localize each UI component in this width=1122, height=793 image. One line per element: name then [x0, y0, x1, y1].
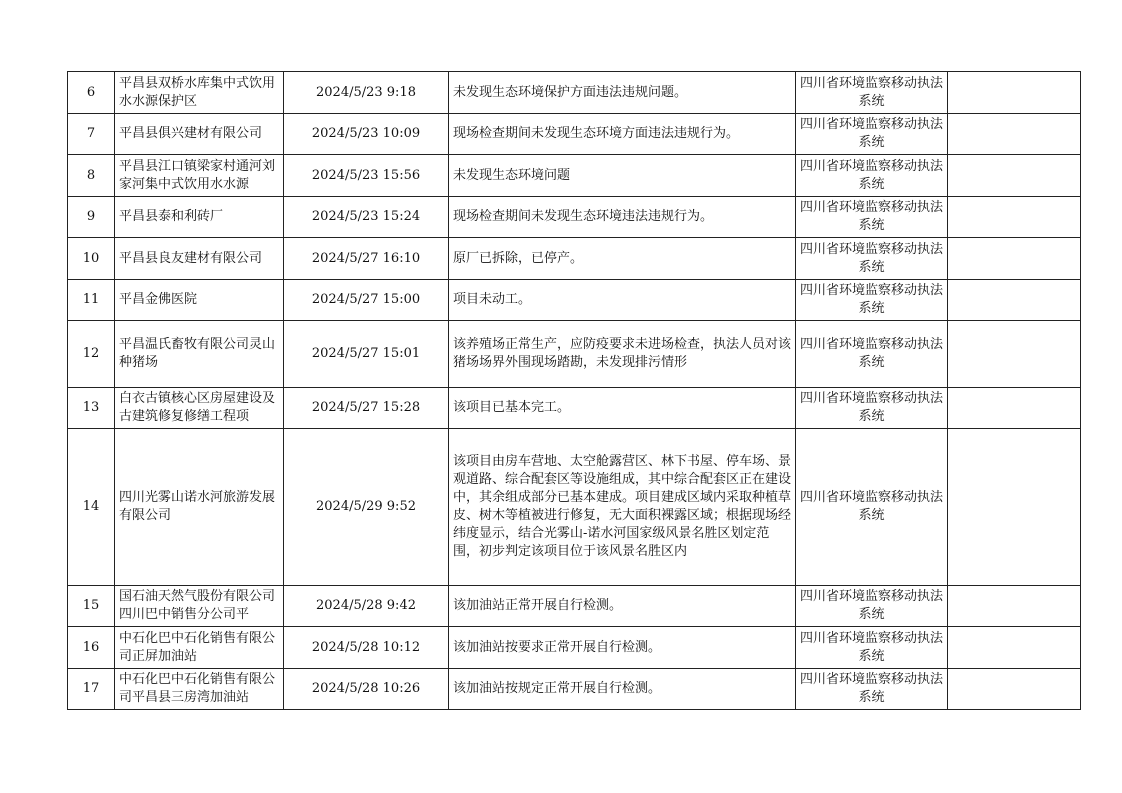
remarks-cell: [948, 197, 1081, 238]
remarks-cell: [948, 429, 1081, 586]
remarks-cell: [948, 114, 1081, 155]
data-source: 四川省环境监察移动执法系统: [796, 238, 948, 280]
inspection-time: 2024/5/27 16:10: [284, 238, 449, 280]
table-row: [68, 669, 1081, 710]
inspection-time: 2024/5/23 15:56: [284, 155, 449, 197]
row-index: 9: [68, 197, 115, 238]
inspection-result: 该加油站按规定正常开展自行检测。: [449, 669, 796, 710]
inspection-result: 该养殖场正常生产，应防疫要求未进场检查，执法人员对该猪场场界外围现场踏勘，未发现排污情形: [449, 321, 796, 388]
remarks-cell: [948, 627, 1081, 669]
table-row: [68, 388, 1081, 429]
inspection-time: 2024/5/28 10:12: [284, 627, 449, 669]
inspection-result: 该项目已基本完工。: [449, 388, 796, 429]
inspected-entity: 平昌县江口镇梁家村通河刘家河集中式饮用水水源: [119, 158, 276, 192]
inspection-result: 该项目由房车营地、太空舱露营区、林下书屋、停车场、景观道路、综合配套区等设施组成，其中综合配套区正在建设中，其余组成部分已基本建成。项目建成区域内采取种植草皮、树木等植被进行修复，无大面积裸露区域；根据现场经纬度显示，结合光雾山-诺水河国家级风景名胜区划定范围，初步判定该项目位于该风景名胜区内: [449, 429, 796, 586]
table-row: [68, 114, 1081, 155]
inspected-entity: 中石化巴中石化销售有限公司平昌县三房湾加油站: [119, 672, 276, 705]
row-index: 12: [68, 321, 115, 388]
row-index: 11: [68, 280, 115, 321]
inspected-entity: 平昌金佛医院: [119, 292, 198, 307]
row-index: 14: [68, 429, 115, 586]
table-row: [68, 627, 1081, 669]
inspection-result: 项目未动工。: [449, 280, 796, 321]
data-source: 四川省环境监察移动执法系统: [796, 197, 948, 238]
inspected-entity: 国石油天然气股份有限公司四川巴中销售分公司平: [119, 589, 276, 622]
data-source: 四川省环境监察移动执法系统: [796, 388, 948, 429]
data-source: 四川省环境监察移动执法系统: [796, 114, 948, 155]
inspection-result: 现场检查期间未发现生态环境方面违法违规行为。: [449, 114, 796, 155]
inspection-time: 2024/5/23 15:24: [284, 197, 449, 238]
inspection-time: 2024/5/27 15:28: [284, 388, 449, 429]
inspected-entity: 白衣古镇核心区房屋建设及古建筑修复修缮工程项: [119, 391, 276, 424]
inspection-result: 原厂已拆除，已停产。: [449, 238, 796, 280]
remarks-cell: [948, 280, 1081, 321]
data-source: 四川省环境监察移动执法系统: [796, 72, 948, 114]
inspection-result: 未发现生态环境问题: [449, 155, 796, 197]
inspection-result: 该加油站按要求正常开展自行检测。: [449, 627, 796, 669]
remarks-cell: [948, 238, 1081, 280]
inspected-entity: 平昌县双桥水库集中式饮用水水源保护区: [119, 75, 276, 109]
remarks-cell: [948, 321, 1081, 388]
inspection-time: 2024/5/29 9:52: [284, 429, 449, 586]
data-source: 四川省环境监察移动执法系统: [796, 321, 948, 388]
row-index: 17: [68, 669, 115, 710]
inspection-time: 2024/5/23 10:09: [284, 114, 449, 155]
inspection-records-table: [67, 71, 1081, 710]
data-source: 四川省环境监察移动执法系统: [796, 429, 948, 586]
remarks-cell: [948, 155, 1081, 197]
inspected-entity: 四川光雾山诺水河旅游发展有限公司: [119, 490, 276, 523]
row-index: 15: [68, 586, 115, 627]
inspection-time: 2024/5/27 15:00: [284, 280, 449, 321]
remarks-cell: [948, 669, 1081, 710]
data-source: 四川省环境监察移动执法系统: [796, 627, 948, 669]
table-row: [68, 197, 1081, 238]
inspection-result: 该加油站正常开展自行检测。: [449, 586, 796, 627]
remarks-cell: [948, 72, 1081, 114]
inspected-entity: 中石化巴中石化销售有限公司正屏加油站: [119, 630, 276, 664]
inspection-result: 现场检查期间未发现生态环境违法违规行为。: [449, 197, 796, 238]
row-index: 10: [68, 238, 115, 280]
row-index: 6: [68, 72, 115, 114]
data-source: 四川省环境监察移动执法系统: [796, 155, 948, 197]
table-row: [68, 238, 1081, 280]
remarks-cell: [948, 388, 1081, 429]
table-row: [68, 72, 1081, 114]
inspected-entity: 平昌县泰和利砖厂: [119, 209, 224, 224]
table-row: [68, 280, 1081, 321]
inspected-entity: 平昌县良友建材有限公司: [119, 250, 263, 266]
table-row: [68, 429, 1081, 586]
row-index: 13: [68, 388, 115, 429]
table-row: [68, 321, 1081, 388]
data-source: 四川省环境监察移动执法系统: [796, 280, 948, 321]
inspection-time: 2024/5/27 15:01: [284, 321, 449, 388]
row-index: 8: [68, 155, 115, 197]
data-source: 四川省环境监察移动执法系统: [796, 669, 948, 710]
inspection-result: 未发现生态环境保护方面违法违规问题。: [449, 72, 796, 114]
row-index: 7: [68, 114, 115, 155]
remarks-cell: [948, 586, 1081, 627]
inspection-time: 2024/5/23 9:18: [284, 72, 449, 114]
inspection-time: 2024/5/28 9:42: [284, 586, 449, 627]
table-row: [68, 155, 1081, 197]
table-row: [68, 586, 1081, 627]
row-index: 16: [68, 627, 115, 669]
data-source: 四川省环境监察移动执法系统: [796, 586, 948, 627]
inspected-entity: 平昌温氏畜牧有限公司灵山种猪场: [119, 337, 276, 370]
inspection-time: 2024/5/28 10:26: [284, 669, 449, 710]
inspected-entity: 平昌县俱兴建材有限公司: [119, 126, 263, 141]
